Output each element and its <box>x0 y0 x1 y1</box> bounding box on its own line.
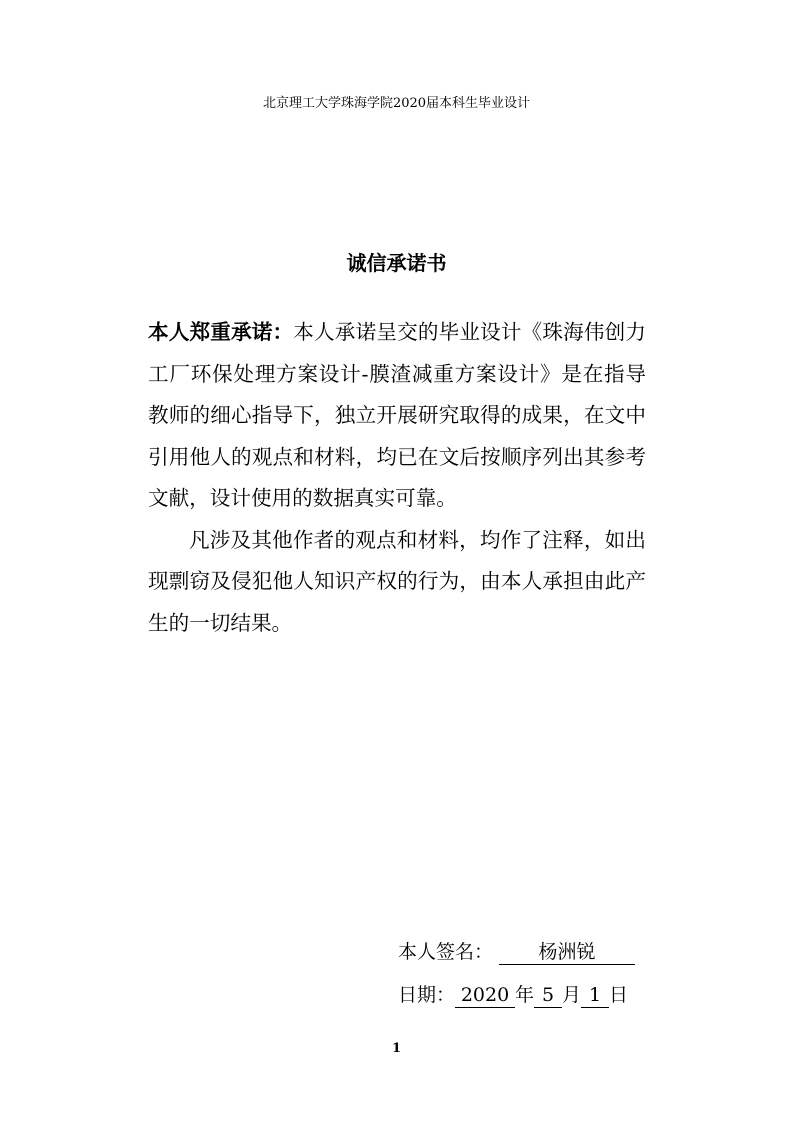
signature-row <box>398 938 635 966</box>
date-month-unit: 月 <box>562 984 582 1006</box>
signature-name: 杨洲锐 <box>499 940 635 965</box>
date-day: 1 <box>581 983 609 1008</box>
date-day-unit: 日 <box>609 984 629 1006</box>
page-title: 诚信承诺书 <box>346 251 447 275</box>
commitment-lead: 本人郑重承诺： <box>148 320 294 344</box>
commitment-paragraph-1-text: 本人承诺呈交的毕业设计《珠海伟创力工厂环保处理方案设计-膜渣减重方案设计》是在指导教师的细心指导下，独立开展研究取得的成果，在文中引用他人的观点和材料，均已在文后按顺序列出其参考文献，设计使用的数据真实可靠。 <box>148 320 646 510</box>
date-year: 2020 <box>455 983 515 1008</box>
date-year-unit: 年 <box>515 984 535 1006</box>
signature-label: 本人签名： <box>398 941 494 963</box>
date-month: 5 <box>534 983 562 1008</box>
date-label: 日期： <box>398 984 456 1006</box>
page-header: 北京理工大学珠海学院2020届本科生毕业设计 <box>262 96 531 111</box>
commitment-paragraph-1 <box>148 312 646 520</box>
commitment-paragraph-2: 凡涉及其他作者的观点和材料，均作了注释，如出现剽窃及侵犯他人知识产权的行为，由本人承担由此产生的一切结果。 <box>148 527 646 635</box>
commitment-body <box>148 312 646 644</box>
date-row <box>398 981 628 1009</box>
page-number: 1 <box>391 1041 402 1056</box>
